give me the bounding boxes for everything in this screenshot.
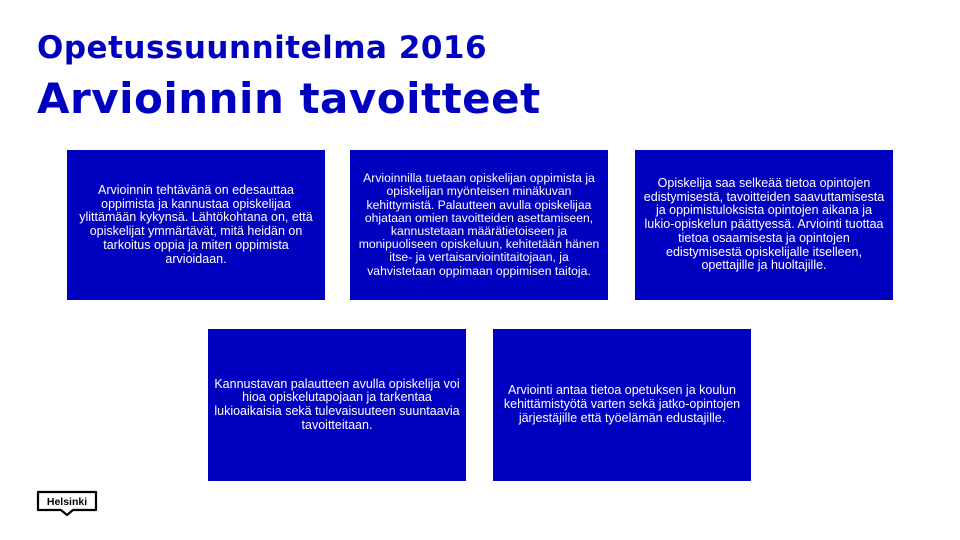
helsinki-logo-icon [35,489,99,517]
objective-text-5: Arviointi antaa tietoa opetuksen ja koulun kehittämistyötä varten sekä jatko-opintojen järjestäjille että työelämän edustajille. [503,383,741,425]
objective-text-3: Opiskelija saa selkeää tietoa opintojen edistymisestä, tavoitteiden saavuttamisesta ja oppimistuloksista opintojen aikana ja lukio-opiskelun päättyessä. Arviointi tuottaa tietoa osaamisesta ja opintojen edistymisestä opiskelijalle itselleen, opettajille ja huoltajille. [643,175,885,273]
objective-box-4 [208,329,466,481]
objective-text-1: Arvioinnin tehtävänä on edesauttaa oppimista ja kannustaa opiskelijaa ylittämään kykynsä. Lähtökohtana on, että opiskelijat ymmärtävät, mitä heidän on tarkoitus oppia ja miten oppimista arvioidaan. [79,182,313,266]
slide-subtitle: Opetussuunnitelma 2016 [37,30,488,66]
objective-box-3 [635,150,893,300]
objective-text-2: Arvioinnilla tuetaan opiskelijan oppimista ja opiskelijan myönteisen minäkuvan kehittymistä. Palautteen avulla opiskelijaa ohjataan omien tavoitteiden asettamiseen, kannustetaan määrätietoiseen ja monipuoliseen opiskeluun, kehitetään hänen itse- ja vertaisarviointitaitojaan, ja vahvistetaan oppimaan oppimisen taitoja. [358,171,600,278]
logo-text: Helsinki [46,496,88,508]
slide-title: Arvioinnin tavoitteet [37,74,541,123]
objective-box-2 [350,150,608,300]
objective-text-4: Kannustavan palautteen avulla opiskelija voi hioa opiskelutapojaan ja tarkentaa lukioaikaisia sekä tulevaisuuteen suuntaavia tavoitteitaan. [214,376,460,432]
objective-box-5 [493,329,751,481]
objective-box-1 [67,150,325,300]
